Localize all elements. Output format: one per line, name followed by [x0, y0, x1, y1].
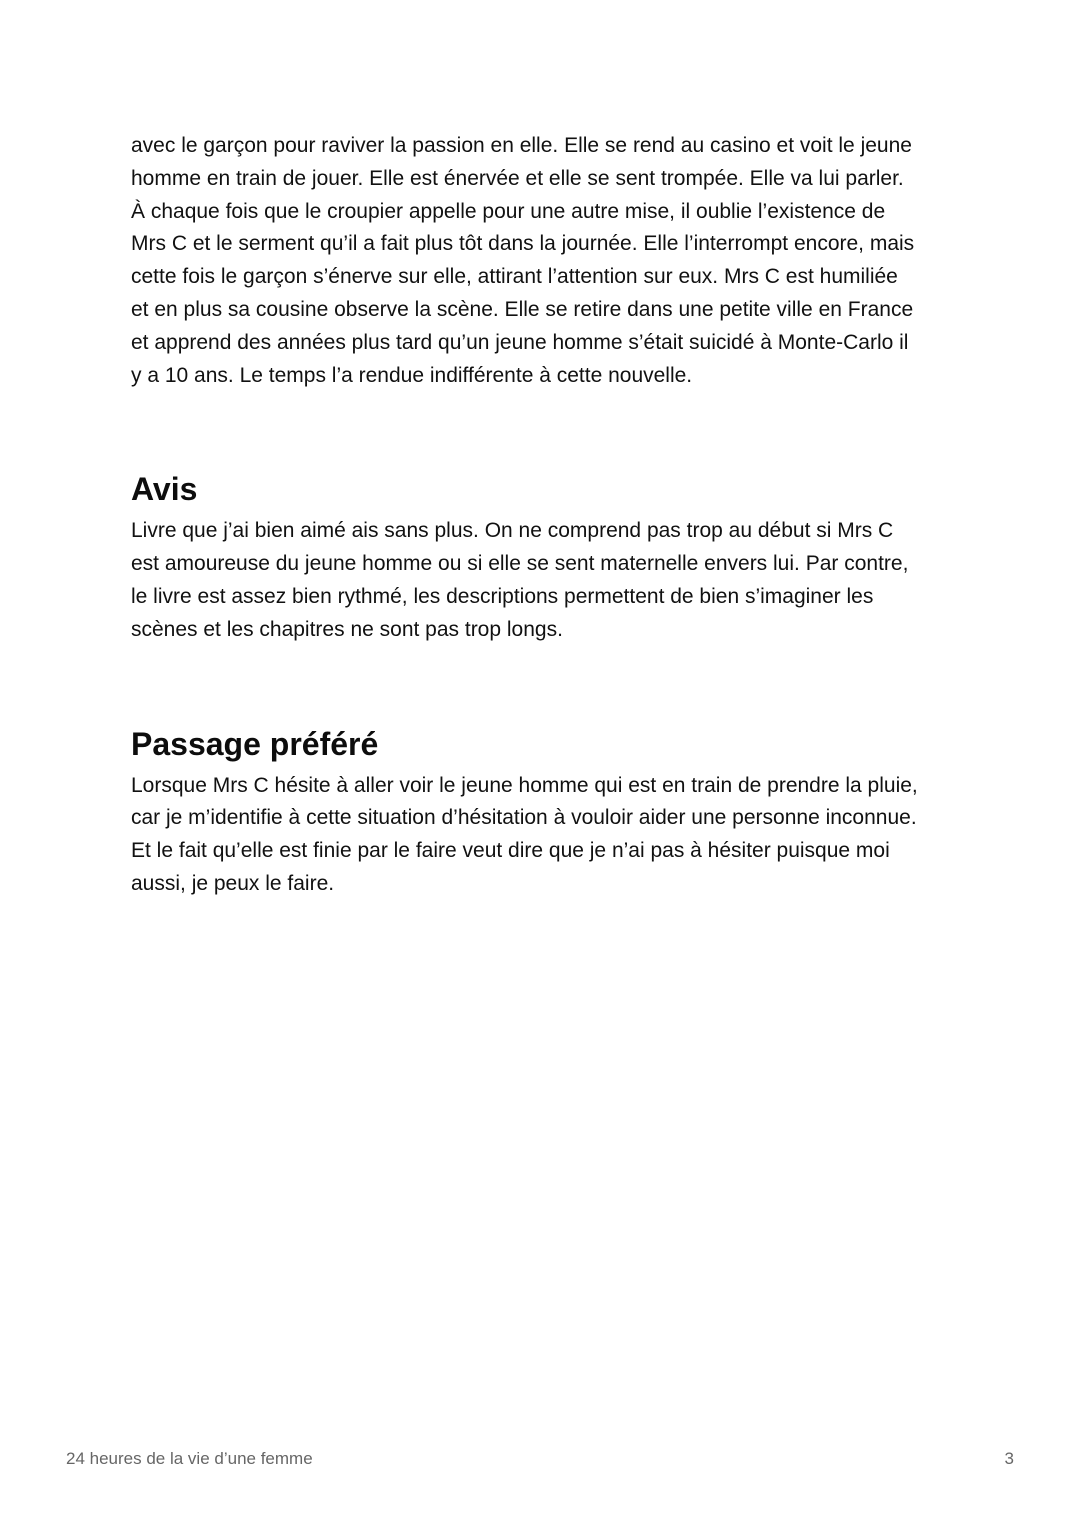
passage-heading: Passage préféré	[131, 725, 379, 762]
paragraph-line: et apprend des années plus tard qu’un jeune homme s’était suicidé à Monte-Carlo il	[131, 330, 909, 354]
footer-title: 24 heures de la vie d’une femme	[66, 1449, 313, 1468]
document-body	[131, 130, 951, 901]
paragraph-line: y a 10 ans. Le temps l’a rendue indifférente à cette nouvelle.	[131, 363, 693, 387]
paragraph-line: et en plus sa cousine observe la scène. Elle se retire dans une petite ville en France	[131, 297, 914, 321]
page-footer	[66, 1448, 1014, 1470]
passage-paragraph	[131, 770, 951, 901]
avis-heading: Avis	[131, 471, 198, 508]
paragraph-line: Livre que j’ai bien aimé ais sans plus. On ne comprend pas trop au début si Mrs C	[131, 519, 894, 543]
paragraph-line: aussi, je peux le faire.	[131, 871, 335, 895]
paragraph-line: À chaque fois que le croupier appelle pour une autre mise, il oublie l’existence de	[131, 199, 886, 223]
paragraph-line: Et le fait qu’elle est finie par le faire veut dire que je n’ai pas à hésiter puisque moi	[131, 839, 890, 863]
summary-paragraph	[131, 130, 951, 392]
paragraph-line: cette fois le garçon s’énerve sur elle, attirant l’attention sur eux. Mrs C est humiliée	[131, 265, 898, 289]
avis-paragraph	[131, 515, 951, 646]
paragraph-line: Lorsque Mrs C hésite à aller voir le jeune homme qui est en train de prendre la pluie,	[131, 773, 918, 797]
paragraph-line: avec le garçon pour raviver la passion en elle. Elle se rend au casino et voit le jeune	[131, 134, 912, 157]
paragraph-line: le livre est assez bien rythmé, les descriptions permettent de bien s’imaginer les	[131, 584, 874, 608]
page-number: 3	[1004, 1449, 1014, 1468]
paragraph-line: scènes et les chapitres ne sont pas trop longs.	[131, 617, 563, 641]
paragraph-line: Mrs C et le serment qu’il a fait plus tôt dans la journée. Elle l’interrompt encore, mais	[131, 232, 915, 256]
paragraph-line: homme en train de jouer. Elle est énervée et elle se sent trompée. Elle va lui parler.	[131, 166, 904, 190]
paragraph-line: car je m’identifie à cette situation d’hésitation à vouloir aider une personne inconnue.	[131, 806, 917, 830]
paragraph-line: est amoureuse du jeune homme ou si elle se sent maternelle envers lui. Par contre,	[131, 552, 909, 576]
